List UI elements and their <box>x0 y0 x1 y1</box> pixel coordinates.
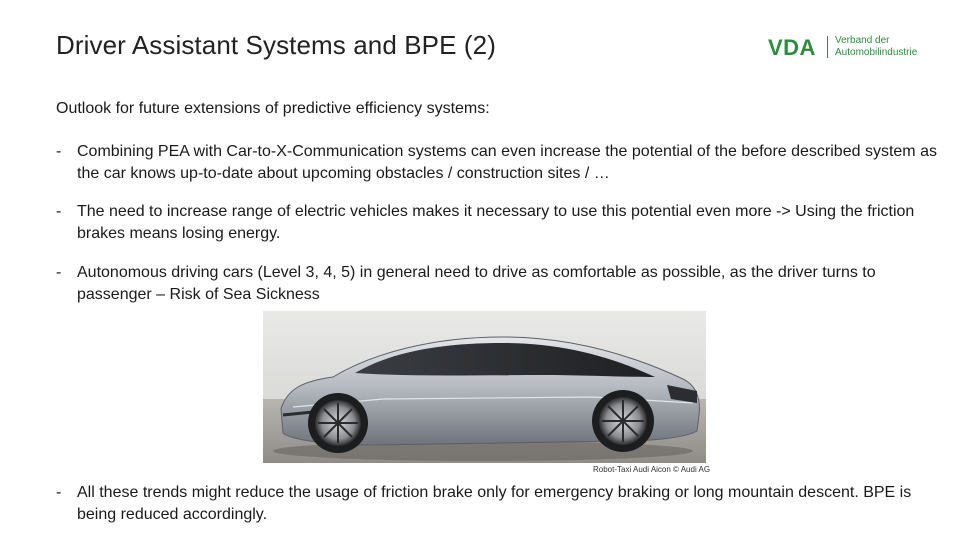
image-caption: Robot-Taxi Audi Aicon © Audi AG <box>593 465 711 474</box>
logo-divider <box>827 36 828 58</box>
bullet-text: The need to increase range of electric vehicles makes it necessary to use this potential even more -> Using the friction brakes means losing energy. <box>77 203 915 242</box>
bullet-dash: - <box>56 484 62 501</box>
car-photo <box>263 311 706 463</box>
vda-logo <box>768 34 928 62</box>
logo-subtitle <box>835 35 935 59</box>
bullet-text: All these trends might reduce the usage of friction brake only for emergency braking or long mountain descent. BPE is being reduced accordingly. <box>77 484 912 523</box>
bullet-dash: - <box>56 264 62 281</box>
logo-line-1: Verband der <box>835 35 890 46</box>
bullet-text: Autonomous driving cars (Level 3, 4, 5) in general need to drive as comfortable as possible, as the driver turns to passenger – Risk of Sea Sickness <box>77 264 876 303</box>
slide-title: Driver Assistant Systems and BPE (2) <box>56 30 496 60</box>
bullet-dash: - <box>56 143 62 160</box>
intro-text: Outlook for future extensions of predictive efficiency systems: <box>56 100 490 117</box>
bullet-dash: - <box>56 203 62 220</box>
bullet-text: Combining PEA with Car-to-X-Communication systems can even increase the potential of the before described system as the car knows up-to-date about upcoming obstacles / construction sites / … <box>77 143 937 182</box>
logo-wordmark: VDA <box>768 35 816 60</box>
logo-line-2: Automobilindustrie <box>835 47 918 58</box>
